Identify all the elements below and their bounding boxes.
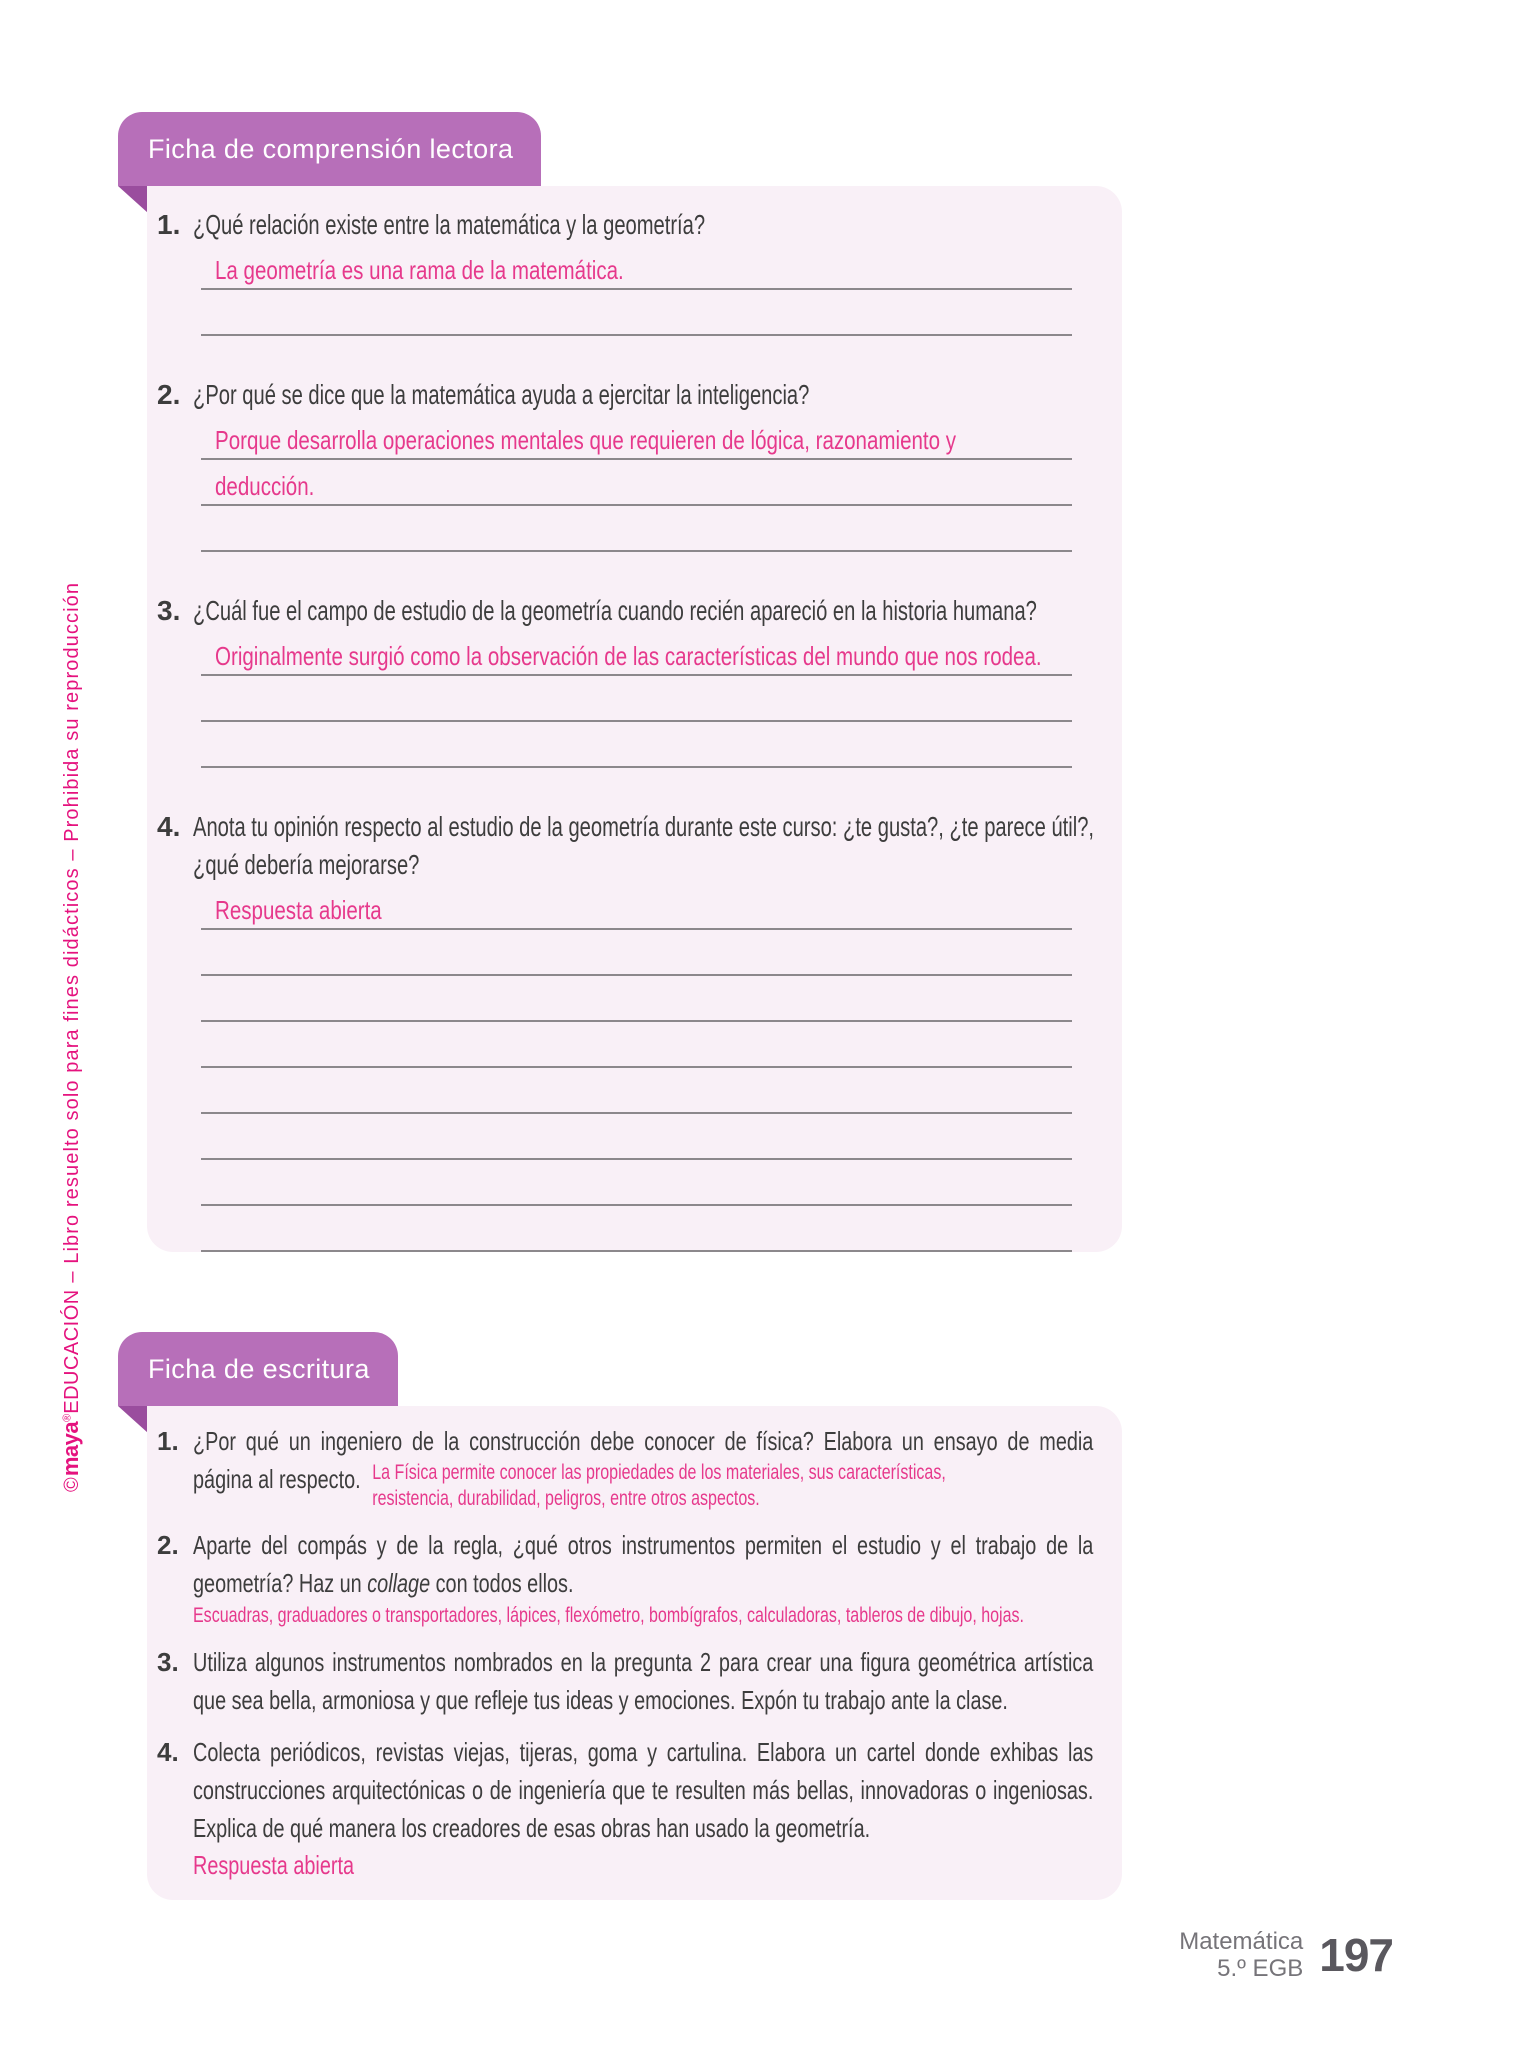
blank-answer-line bbox=[201, 976, 1072, 1022]
registered-trademark-symbol: ® bbox=[61, 1413, 74, 1422]
question-item bbox=[147, 1422, 1096, 1512]
blank-answer-line bbox=[201, 722, 1072, 768]
question-number: 3. bbox=[157, 595, 181, 626]
tab-ficha-comprension-lectora bbox=[118, 112, 541, 186]
question-item bbox=[147, 206, 1096, 336]
question-item bbox=[147, 592, 1096, 768]
blank-answer-line bbox=[201, 506, 1072, 552]
question-item bbox=[147, 1643, 1096, 1719]
answer-area bbox=[201, 414, 1072, 552]
question-text: ¿Qué relación existe entre la matemática y la geometría? bbox=[193, 209, 706, 240]
blank-answer-line bbox=[201, 1022, 1072, 1068]
blank-answer-line bbox=[201, 930, 1072, 976]
question-number: 4. bbox=[157, 811, 181, 842]
copyright-symbol: © bbox=[61, 1476, 83, 1492]
answer-text: La geometría es una rama de la matemática. bbox=[215, 255, 624, 285]
question-number: 3. bbox=[157, 1647, 179, 1677]
answer-line bbox=[201, 460, 1072, 506]
answer-note: Escuadras, graduadores o transportadores, lápices, flexómetro, bombígrafos, calculadoras, tableros de dibujo, hojas. bbox=[193, 1604, 1024, 1627]
footer-grade: 5.º EGB bbox=[1217, 1955, 1304, 1982]
question-number: 1. bbox=[157, 1426, 179, 1456]
question-item bbox=[147, 1526, 1096, 1629]
blank-answer-line bbox=[201, 1068, 1072, 1114]
question-number: 4. bbox=[157, 1737, 179, 1767]
footer-subject: Matemática bbox=[1179, 1928, 1304, 1955]
question-number: 2. bbox=[157, 379, 181, 410]
publisher-suffix: EDUCACIÓN bbox=[61, 1289, 83, 1414]
answer-text: deducción. bbox=[215, 471, 315, 501]
question-text: ¿Por qué se dice que la matemática ayuda a ejercitar la inteligencia? bbox=[193, 379, 810, 410]
question-number: 1. bbox=[157, 209, 181, 240]
blank-answer-line bbox=[201, 1114, 1072, 1160]
answer-area bbox=[201, 884, 1072, 1252]
question-text: ¿Por qué un ingeniero de la construcción debe conocer de física? Elabora un ensayo de media página al respecto. La Física permite conocer las propiedades de los materiales, sus características, resistencia, durabilidad, peligros, entre otros aspectos. bbox=[193, 1426, 1094, 1510]
answer-text: Porque desarrolla operaciones mentales que requieren de lógica, razonamiento y bbox=[215, 425, 957, 455]
page-number: 197 bbox=[1319, 1929, 1393, 1981]
section-title: Ficha de escritura bbox=[148, 1353, 370, 1384]
answer-line bbox=[201, 884, 1072, 930]
tab-fold-icon bbox=[118, 1406, 148, 1433]
tab-fold-icon bbox=[118, 186, 148, 213]
question-text: Anota tu opinión respecto al estudio de la geometría durante este curso: ¿te gusta?, ¿te parece útil?, ¿qué debería mejorarse? bbox=[193, 811, 1095, 880]
answer-line bbox=[201, 414, 1072, 460]
question-number: 2. bbox=[157, 1530, 179, 1560]
publisher-brand: maya bbox=[58, 1421, 83, 1477]
copyright-legal-text: – Libro resuelto solo para fines didácticos – Prohibida su reproducción bbox=[61, 581, 83, 1290]
question-item bbox=[147, 376, 1096, 552]
answer-area bbox=[201, 630, 1072, 768]
answer-text: Respuesta abierta bbox=[215, 895, 382, 925]
question-text: ¿Cuál fue el campo de estudio de la geometría cuando recién apareció en la historia humana? bbox=[193, 595, 1037, 626]
answer-note: Respuesta abierta bbox=[193, 1850, 355, 1880]
footer-book-info bbox=[1179, 1928, 1303, 1982]
question-text: Utiliza algunos instrumentos nombrados en la pregunta 2 para crear una figura geométrica artística que sea bella, armoniosa y que refleje tus ideas y emociones. Expón tu trabajo ante la clase. bbox=[193, 1647, 1094, 1715]
answer-line bbox=[201, 630, 1072, 676]
reading-card bbox=[147, 186, 1122, 1252]
writing-card bbox=[147, 1406, 1122, 1900]
blank-answer-line bbox=[201, 1206, 1072, 1252]
question-text: Colecta periódicos, revistas viejas, tijeras, goma y cartulina. Elabora un cartel donde exhibas las construcciones arquitectónicas o de ingeniería que te resulten más bellas, innovadoras o ingeniosas. Explica de qué manera los creadores de esas obras han usado la geometría. Respuesta abierta bbox=[193, 1737, 1094, 1880]
copyright-sidebar bbox=[58, 582, 84, 1492]
page-footer bbox=[1179, 1928, 1393, 1982]
answer-line bbox=[201, 244, 1072, 290]
tab-ficha-escritura bbox=[118, 1332, 398, 1406]
blank-answer-line bbox=[201, 676, 1072, 722]
italic-term: collage bbox=[367, 1568, 431, 1598]
answer-text: Originalmente surgió como la observación de las características del mundo que nos rodea. bbox=[215, 641, 1042, 671]
question-item bbox=[147, 808, 1096, 1252]
question-text: Aparte del compás y de la regla, ¿qué otros instrumentos permiten el estudio y el trabajo de la geometría? Haz un collage con todos ellos. Escuadras, graduadores o transportadores, lápices, flexómetro, bombígrafos, calculadoras, tableros de dibujo, hojas. bbox=[193, 1530, 1094, 1627]
blank-answer-line bbox=[201, 290, 1072, 336]
blank-answer-line bbox=[201, 1160, 1072, 1206]
answer-note: La Física permite conocer las propiedades de los materiales, sus características, resistencia, durabilidad, peligros, entre otros aspectos. bbox=[372, 1461, 946, 1510]
section-title: Ficha de comprensión lectora bbox=[148, 133, 514, 164]
question-item bbox=[147, 1733, 1096, 1880]
answer-area bbox=[201, 244, 1072, 336]
